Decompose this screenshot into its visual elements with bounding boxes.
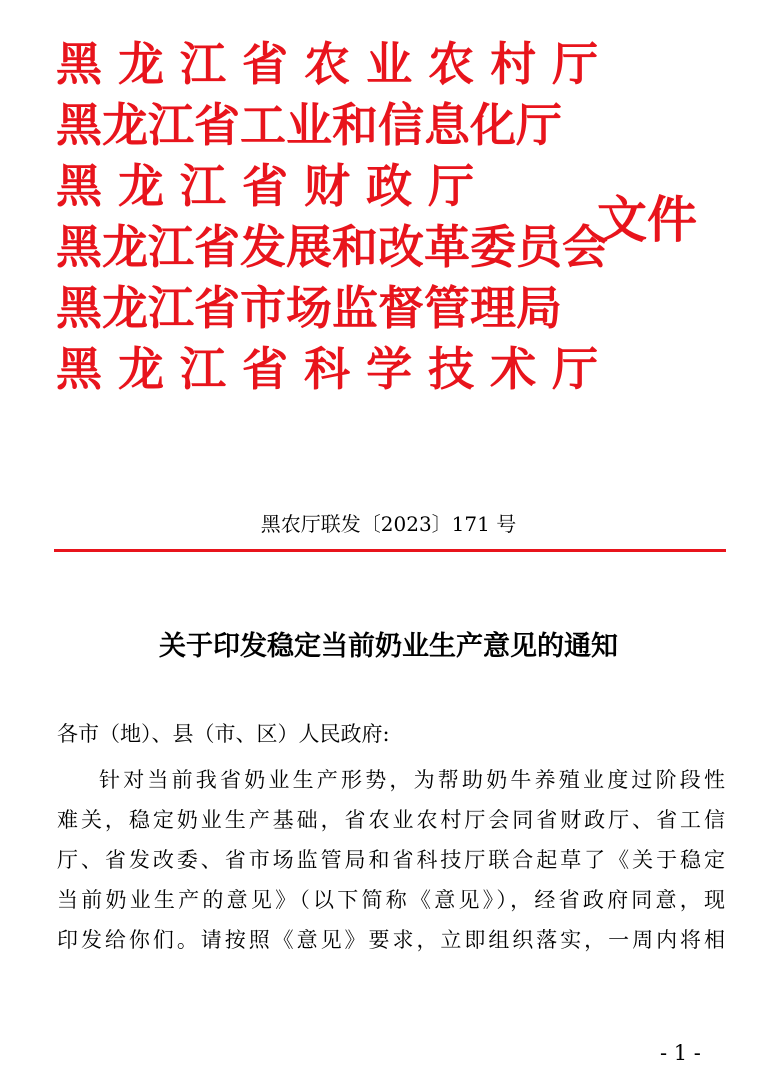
red-divider-line (54, 549, 726, 552)
issuer-market-regulation: 黑龙江省市场监督管理局 (56, 281, 562, 335)
body-line: 厅、省发改委、省市场监管局和省科技厅联合起草了《关于稳定 (57, 848, 725, 872)
document-number: 黑农厅联发〔2023〕171 号 (260, 512, 517, 536)
issuer-finance: 黑 龙 江 省 财 政 厅 (56, 159, 475, 213)
body-line: 印发给你们。请按照《意见》要求，立即组织落实，一周内将相 (57, 928, 725, 952)
document-title: 关于印发稳定当前奶业生产意见的通知 (159, 631, 618, 662)
body-line: 针对当前我省奶业生产形势，为帮助奶牛养殖业度过阶段性 (99, 768, 725, 792)
body-paragraph (57, 760, 725, 960)
issuer-industry-it: 黑龙江省工业和信息化厅 (56, 98, 562, 152)
issuer-development-reform: 黑龙江省发展和改革委员会 (56, 220, 608, 274)
issuer-agencies-block (56, 34, 608, 400)
issuer-agriculture-rural: 黑 龙 江 省 农 业 农 村 厅 (56, 37, 599, 91)
body-line: 当前奶业生产的意见》（以下简称《意见》），经省政府同意，现 (57, 888, 725, 912)
issuer-science-technology: 黑 龙 江 省 科 学 技 术 厅 (56, 342, 599, 396)
document-suffix: 文件 (597, 190, 697, 249)
page-number: - 1 - (660, 1041, 701, 1065)
salutation: 各市（地）、县（市、区）人民政府: (57, 722, 390, 746)
body-line: 难关，稳定奶业生产基础，省农业农村厅会同省财政厅、省工信 (57, 808, 725, 832)
